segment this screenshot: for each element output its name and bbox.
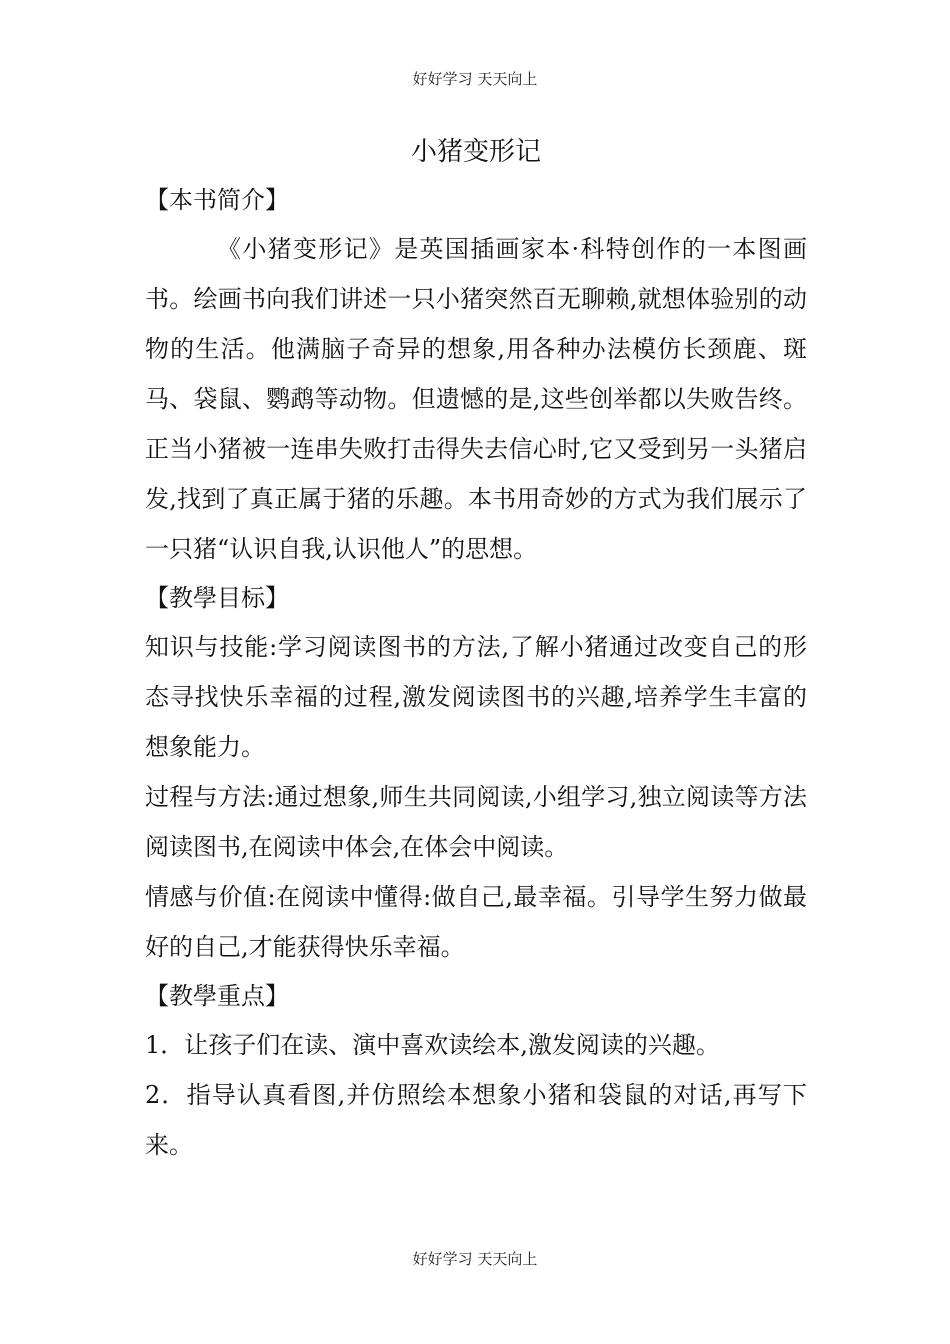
document-body bbox=[145, 130, 807, 1170]
document-title: 小猪变形记 bbox=[410, 137, 541, 167]
goal-knowledge: 知识与技能:学习阅读图书的方法,了解小猪通过改变自己的形态寻找快乐幸福的过程,激发阅读图书的兴趣,培养学生丰富的想象能力。 bbox=[145, 633, 807, 761]
keypoints-heading: 【教學重点】 bbox=[145, 982, 289, 1010]
goal-process: 过程与方法:通过想象,师生共同阅读,小组学习,独立阅读等方法阅读图书,在阅读中体会,在体会中阅读。 bbox=[145, 783, 807, 861]
page-header: 好好学习 天天向上 bbox=[412, 70, 538, 88]
goal-emotion: 情感与价值:在阅读中懂得:做自己,最幸福。引导学生努力做最好的自己,才能获得快乐幸福。 bbox=[145, 883, 807, 961]
keypoint-item-1: 1．让孩子们在读、演中喜欢读绘本,激发阅读的兴趣。 bbox=[145, 1031, 720, 1059]
keypoint-item-2: 2．指导认真看图,并仿照绘本想象小猪和袋鼠的对话,再写下来。 bbox=[145, 1081, 807, 1159]
intro-heading: 【本书简介】 bbox=[145, 186, 289, 214]
goals-heading: 【教學目标】 bbox=[145, 584, 289, 612]
intro-paragraph: 《小猪变形记》是英国插画家本·科特创作的一本图画书。绘画书向我们讲述一只小猪突然百无聊赖,就想体验别的动物的生活。他满脑子奇异的想象,用各种办法模仿长颈鹿、斑马、袋鼠、鹦鹉等动物。但遗憾的是,这些创举都以失败告终。正当小猪被一连串失败打击得失去信心时,它又受到另一头猪启发,找到了真正属于猪的乐趣。本书用奇妙的方式为我们展示了一只猪“认识自我,认识他人”的思想。 bbox=[145, 235, 807, 563]
page-footer: 好好学习 天天向上 bbox=[412, 1250, 538, 1268]
